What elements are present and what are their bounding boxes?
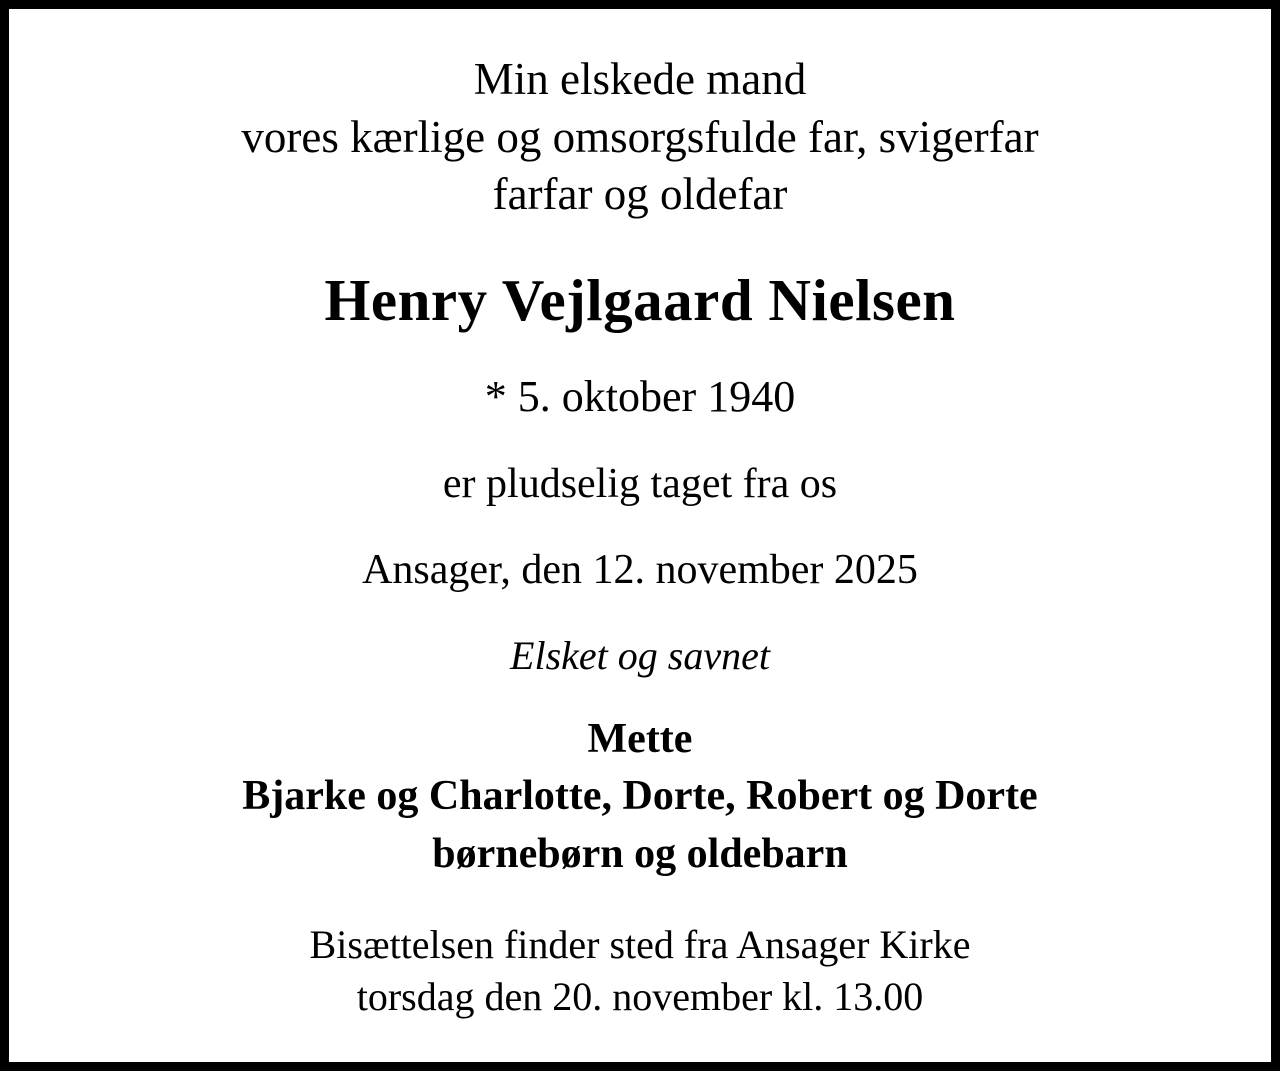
survivors-line-3: børnebørn og oldebarn: [432, 830, 848, 877]
intro-line-3: farfar og oldefar: [492, 169, 788, 220]
funeral-line-2: torsdag den 20. november kl. 13.00: [356, 974, 924, 1020]
place-and-date-of-death: Ansager, den 12. november 2025: [362, 546, 918, 593]
epitaph: Elsket og savnet: [510, 632, 770, 678]
funeral-details: [310, 919, 971, 1023]
intro-line-1: Min elskede mand: [473, 54, 807, 104]
deceased-name: Henry Vejlgaard Nielsen: [324, 266, 956, 333]
birth-date: * 5. oktober 1940: [484, 371, 796, 421]
intro-line-2: vores kærlige og omsorgsfulde far, svigerfar: [241, 111, 1039, 162]
survivors-list: [242, 711, 1037, 884]
survivors-line-2: Bjarke og Charlotte, Dorte, Robert og Dorte: [242, 773, 1038, 820]
survivors-line-1: Mette: [587, 715, 693, 762]
passing-statement: er pludselig taget fra os: [442, 460, 838, 507]
relationship-intro: [241, 51, 1038, 224]
funeral-line-1: Bisættelsen finder sted fra Ansager Kirke: [309, 922, 971, 968]
